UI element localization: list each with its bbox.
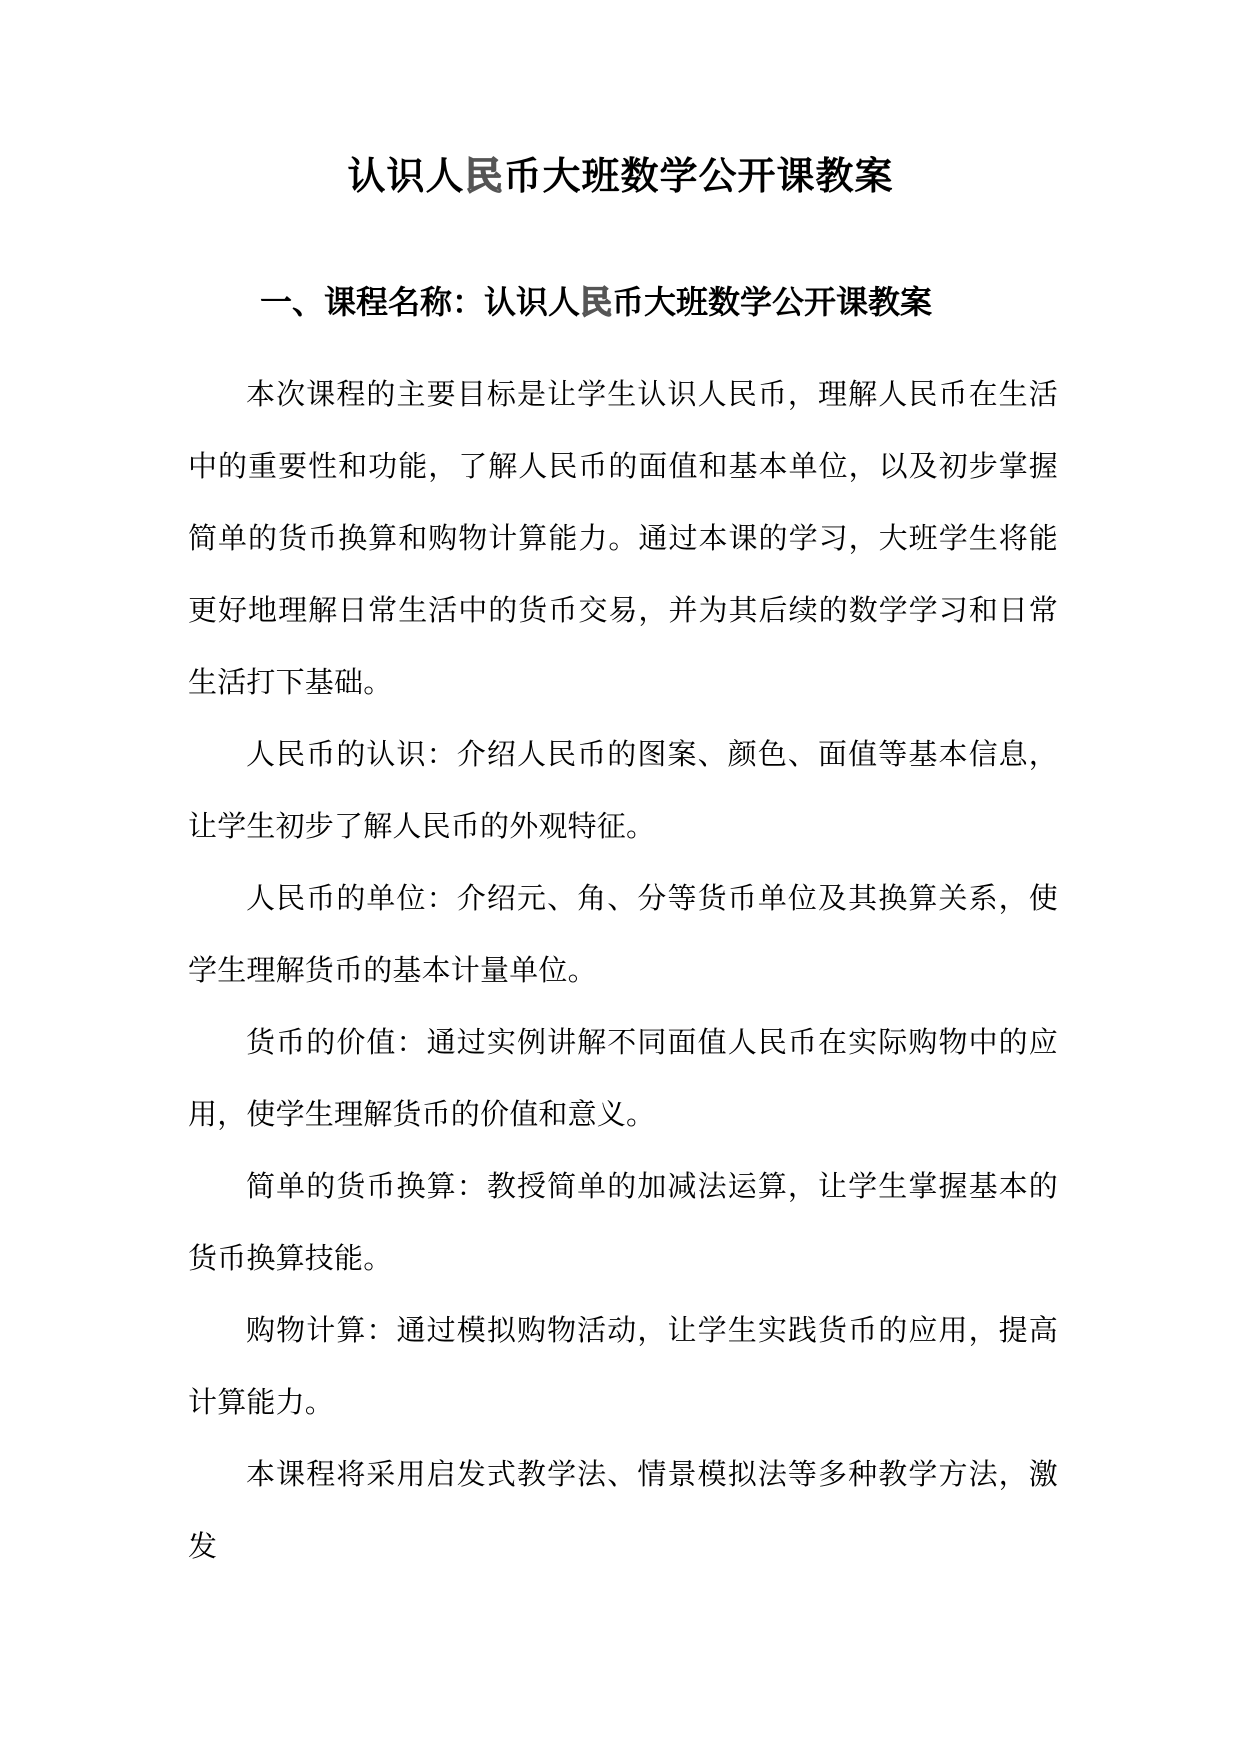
title-text-start: 认识人 (347, 153, 465, 198)
section-heading-text-end: 币大班数学公开课教案 (612, 283, 933, 321)
title-outlined-char: 民 (464, 153, 504, 198)
document-title (0, 148, 1241, 204)
section-heading-text-start: 一、课程名称：认识人 (260, 283, 581, 321)
paragraph-objectives: 本次课程的主要目标是让学生认识人民币，理解人民币在生活中的重要性和功能，了解人民币的面值和基本单位，以及初步掌握简单的货币换算和购物计算能力。通过本课的学习，大班学生将能更好地理解日常生活中的货币交易，并为其后续的数学学习和日常生活打下基础。 (188, 377, 1058, 699)
paragraph-rmb-units: 人民币的单位：介绍元、角、分等货币单位及其换算关系，使学生理解货币的基本计量单位。 (188, 881, 1058, 987)
section-heading (260, 277, 1160, 327)
title-text-end: 币大班数学公开课教案 (503, 153, 894, 198)
paragraph-rmb-recognition: 人民币的认识：介绍人民币的图案、颜色、面值等基本信息，让学生初步了解人民币的外观特征。 (188, 737, 1058, 843)
paragraph-shopping-calculation: 购物计算：通过模拟购物活动，让学生实践货币的应用，提高计算能力。 (188, 1313, 1058, 1419)
body-text (188, 358, 1058, 1582)
paragraph-currency-value: 货币的价值：通过实例讲解不同面值人民币在实际购物中的应用，使学生理解货币的价值和意义。 (188, 1025, 1058, 1131)
paragraph-currency-conversion: 简单的货币换算：教授简单的加减法运算，让学生掌握基本的货币换算技能。 (188, 1169, 1058, 1275)
section-heading-outlined-char: 民 (580, 283, 613, 321)
paragraph-teaching-methods: 本课程将采用启发式教学法、情景模拟法等多种教学方法，激发 (188, 1457, 1058, 1563)
